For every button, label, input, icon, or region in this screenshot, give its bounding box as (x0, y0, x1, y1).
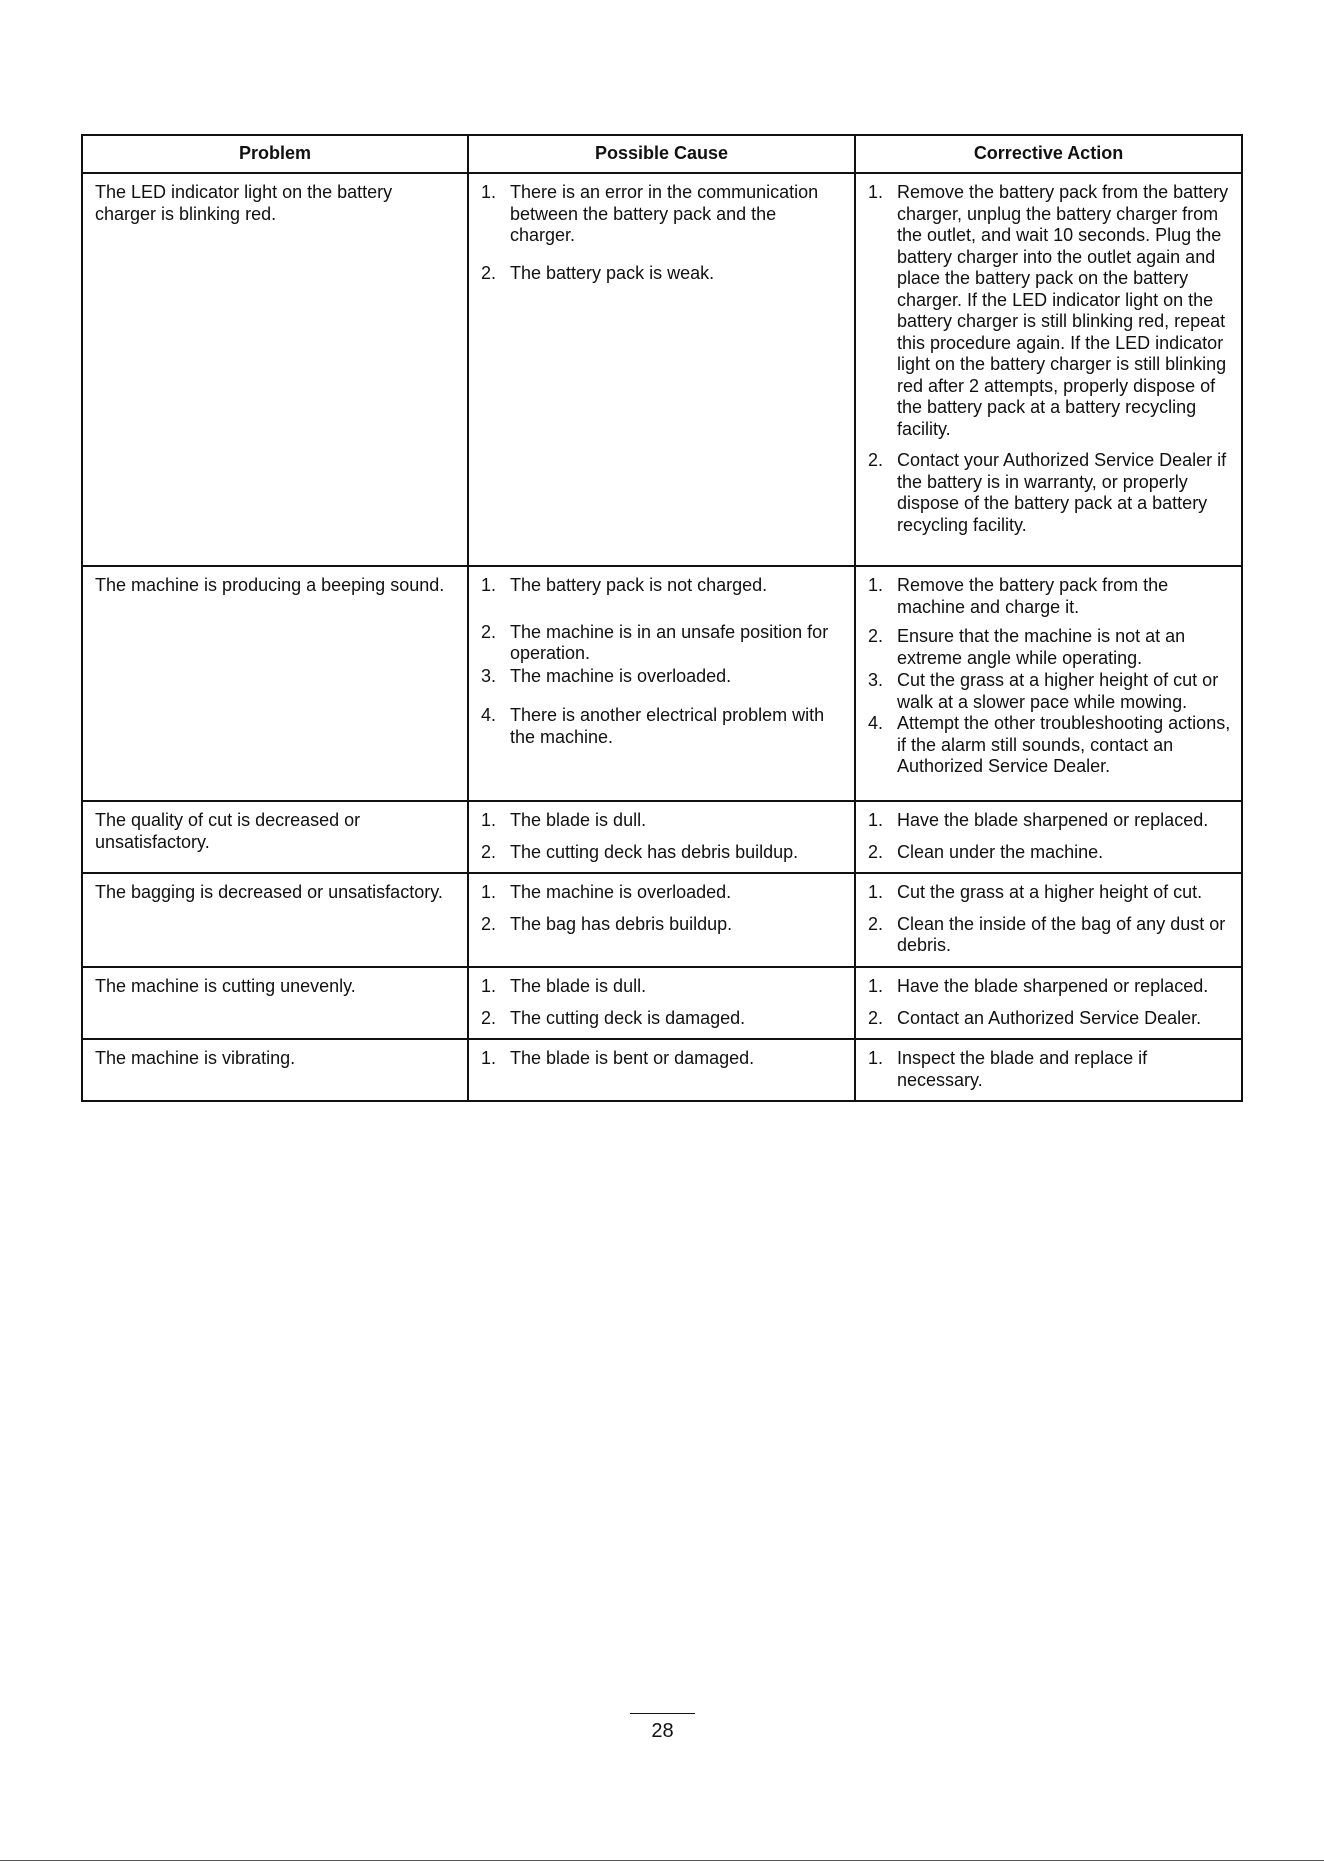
column-header-corrective-action: Corrective Action (855, 135, 1242, 173)
action-item (868, 182, 1233, 440)
action-item (868, 626, 1233, 669)
problem-cell: The machine is producing a beeping sound. (82, 566, 468, 801)
item-text: Clean under the machine. (897, 841, 1104, 862)
possible-cause-cell (468, 967, 855, 1039)
troubleshooting-table (81, 134, 1243, 1102)
action-item (868, 670, 1233, 713)
corrective-action-cell (855, 967, 1242, 1039)
cause-list (481, 976, 846, 1029)
item-number: 1. (868, 882, 884, 902)
cause-item (481, 705, 846, 748)
problem-cell: The machine is vibrating. (82, 1039, 468, 1101)
cause-item (481, 182, 846, 247)
possible-cause-cell (468, 873, 855, 967)
table-row (82, 873, 1242, 967)
item-text: The bag has debris buildup. (510, 913, 733, 934)
table-row (82, 967, 1242, 1039)
item-text: Remove the battery pack from the battery charger, unplug the battery charger from the outlet, and wait 10 seconds. Plug the battery charger into the outlet again and place the battery pack on the battery charger. If the LED indicator light on the battery charger is still blinking red, repeat this procedure again. If the LED indicator light on the battery charger is still blinking red after 2 attempts, properly dispose of the battery pack at a battery recycling facility. (897, 182, 1229, 439)
item-number: 2. (481, 1007, 497, 1028)
cause-item (481, 263, 846, 285)
item-text: There is an error in the communication between the battery pack and the charger. (510, 182, 819, 245)
item-number: 2. (481, 913, 497, 934)
corrective-action-cell (855, 566, 1242, 801)
table-header-row (82, 135, 1242, 173)
item-text: Contact your Authorized Service Dealer if the battery is in warranty, or properly dispose of the battery pack at a battery recycling facility. (897, 450, 1227, 535)
bottom-divider (0, 1860, 1324, 1861)
cause-list (481, 810, 846, 863)
item-number: 2. (481, 621, 497, 642)
item-number: 2. (868, 626, 884, 646)
item-text: Have the blade sharpened or replaced. (897, 976, 1209, 996)
item-number: 4. (868, 713, 884, 733)
table-row (82, 801, 1242, 873)
action-item (868, 976, 1233, 998)
item-text: The blade is dull. (510, 810, 647, 830)
item-text: The machine is overloaded. (510, 665, 732, 686)
cause-list (481, 182, 846, 284)
item-number: 2. (868, 913, 884, 934)
action-list (868, 575, 1233, 778)
item-number: 1. (481, 976, 497, 996)
item-number: 2. (868, 1007, 884, 1028)
item-number: 4. (481, 705, 497, 725)
cause-list (481, 882, 846, 935)
item-text: Cut the grass at a higher height of cut or walk at a slower pace while mowing. (897, 670, 1219, 712)
item-text: Have the blade sharpened or replaced. (897, 810, 1209, 830)
cause-item (481, 842, 846, 864)
cause-item (481, 622, 846, 665)
item-number: 3. (481, 665, 497, 686)
corrective-action-cell (855, 1039, 1242, 1101)
cause-item (481, 1008, 846, 1030)
action-item (868, 1008, 1233, 1030)
item-text: Clean the inside of the bag of any dust or debris. (897, 913, 1226, 955)
problem-cell: The machine is cutting unevenly. (82, 967, 468, 1039)
column-header-possible-cause: Possible Cause (468, 135, 855, 173)
item-text: Remove the battery pack from the machine and charge it. (897, 575, 1169, 617)
item-text: There is another electrical problem with the machine. (510, 705, 825, 747)
possible-cause-cell (468, 1039, 855, 1101)
corrective-action-cell (855, 873, 1242, 967)
item-number: 1. (868, 575, 884, 595)
action-item (868, 882, 1233, 904)
item-number: 1. (868, 1048, 884, 1068)
cause-list (481, 575, 846, 748)
action-item (868, 1048, 1233, 1091)
item-number: 2. (481, 841, 497, 862)
action-item (868, 914, 1233, 957)
item-text: Ensure that the machine is not at an extreme angle while operating. (897, 626, 1186, 668)
action-list (868, 810, 1233, 863)
table-body (82, 173, 1242, 1101)
item-number: 2. (868, 841, 884, 862)
cause-item (481, 1048, 846, 1070)
action-item (868, 450, 1233, 536)
table-row (82, 566, 1242, 801)
corrective-action-cell (855, 173, 1242, 566)
action-list (868, 976, 1233, 1029)
item-number: 1. (481, 1048, 497, 1068)
action-item (868, 810, 1233, 832)
item-text: The blade is bent or damaged. (510, 1048, 755, 1068)
action-list (868, 1048, 1233, 1091)
cause-item (481, 882, 846, 904)
item-text: The battery pack is not charged. (510, 575, 768, 595)
item-number: 1. (481, 182, 497, 202)
item-text: Cut the grass at a higher height of cut. (897, 882, 1203, 902)
action-list (868, 882, 1233, 957)
cause-item (481, 976, 846, 998)
item-number: 1. (481, 810, 497, 830)
item-number: 1. (868, 976, 884, 996)
cause-item (481, 810, 846, 832)
item-text: The machine is in an unsafe position for operation. (510, 621, 829, 663)
cause-item (481, 575, 846, 597)
problem-cell: The quality of cut is decreased or unsatisfactory. (82, 801, 468, 873)
problem-cell: The bagging is decreased or unsatisfactory. (82, 873, 468, 967)
action-list (868, 182, 1233, 536)
item-number: 2. (481, 262, 497, 283)
cause-item (481, 914, 846, 936)
item-number: 3. (868, 670, 884, 690)
action-item (868, 575, 1233, 618)
item-text: The cutting deck has debris buildup. (510, 841, 799, 862)
item-text: Contact an Authorized Service Dealer. (897, 1007, 1202, 1028)
table-row (82, 1039, 1242, 1101)
item-number: 2. (868, 450, 884, 470)
cause-list (481, 1048, 846, 1070)
item-number: 1. (868, 182, 884, 202)
item-text: Inspect the blade and replace if necessary. (897, 1048, 1148, 1090)
item-text: Attempt the other troubleshooting actions, if the alarm still sounds, contact an Authorized Service Dealer. (897, 713, 1231, 776)
action-item (868, 713, 1233, 778)
possible-cause-cell (468, 173, 855, 566)
item-number: 1. (481, 575, 497, 595)
item-text: The cutting deck is damaged. (510, 1007, 746, 1028)
corrective-action-cell (855, 801, 1242, 873)
possible-cause-cell (468, 801, 855, 873)
problem-cell: The LED indicator light on the battery charger is blinking red. (82, 173, 468, 566)
page-number: 28 (630, 1713, 695, 1743)
item-text: The blade is dull. (510, 976, 647, 996)
item-number: 1. (481, 882, 497, 902)
cause-item (481, 666, 846, 688)
action-item (868, 842, 1233, 864)
table-row (82, 173, 1242, 566)
possible-cause-cell (468, 566, 855, 801)
item-text: The battery pack is weak. (510, 262, 715, 283)
column-header-problem: Problem (82, 135, 468, 173)
item-number: 1. (868, 810, 884, 830)
item-text: The machine is overloaded. (510, 882, 732, 902)
